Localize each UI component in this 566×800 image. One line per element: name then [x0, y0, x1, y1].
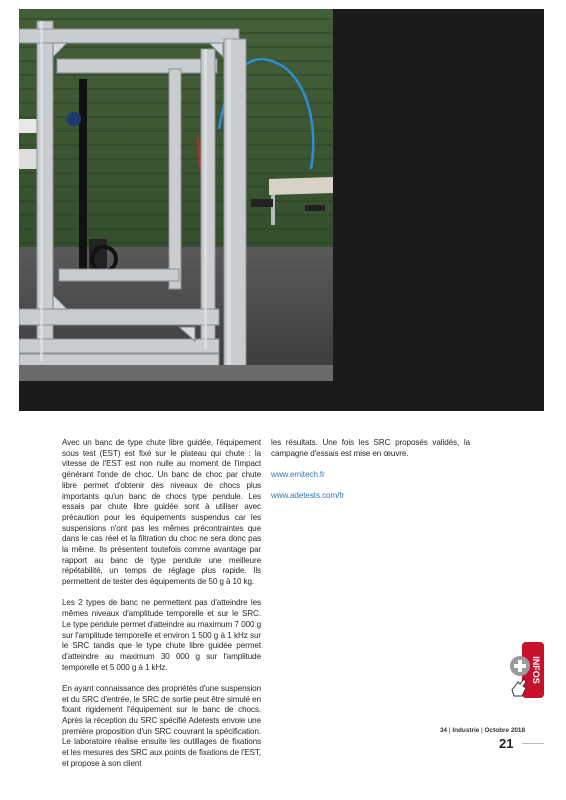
infos-tab[interactable] — [508, 642, 544, 700]
test-bench-photo — [19, 9, 333, 381]
page-number-rule — [522, 743, 544, 744]
issue-date: Octobre 2018 — [484, 727, 526, 734]
article-paragraph: Avec un banc de type chute libre guidée, l'équipement sous test (EST) est fixé sur le plateau qui chute : la vitesse de l'EST est non nulle au moment de l'impact générant l'onde de choc. Un banc de choc par chute libre permet d'obtenir des niveaux de chocs plus importants qu'un banc de chocs type pendule. Les essais par chute libre guidée sont à utiliser avec précaution pour les équipements suspendus car les suspensions n'ont pas les mêmes précontraintes que dans le cas réel et la filtration du choc ne sera donc pas la même. Ils présentent toutefois comme avantage par rapport au banc de type pendule une meilleure répétabilité, un temps de réglage plus rapide. Ils permettent de tester des équipements de 50 g à 10 kg. — [62, 438, 261, 587]
photo-block — [19, 9, 544, 411]
article-paragraph: Les 2 types de banc ne permettent pas d'atteindre les mêmes niveaux d'amplitude temporelle et sur le SRC. Le type pendule permet d'atteindre au maximum 7 000 g sur l'amplitude temporelle et environ 1 500 g à 1 kHz sur le SRC tandis que le type chute libre guidée permet d'atteindre au maximum 30 000 g sur l'amplitude temporelle et 5 000 g à 1 kHz. — [62, 598, 261, 672]
article-column-2 — [271, 438, 470, 513]
article-paragraph: les résultats. Une fois les SRC proposés validés, la campagne d'essais est mise en œuvre. — [271, 438, 470, 458]
infos-label: INFOS — [531, 656, 541, 684]
article-paragraph: En ayant connaissance des propriétés d'une suspension et du SRC d'entrée, le SRC de sortie peut être simulé en fixant rigidement l'équipement sur le banc de chocs. Après la réception du SRC spécifié Adetests envoie une première proposition d'un SRC couvrant la spécification. Le laboratoire réalise ensuite les outillages de fixations et les mesures des SRC aux points de fixations de l'EST, et propose à son client — [62, 683, 261, 768]
emitech-link[interactable]: www.emitech.fr — [271, 470, 325, 479]
adetests-link[interactable]: www.adetests.com/fr — [271, 491, 345, 501]
article-column-1 — [62, 438, 261, 780]
issue-number: 34 — [440, 727, 448, 734]
footer-separator: | — [447, 727, 453, 734]
page-number: 21 — [499, 736, 514, 751]
plus-icon — [510, 656, 530, 676]
footer-info — [440, 727, 525, 734]
footer-separator: | — [479, 727, 485, 734]
magazine-name: Industrie — [452, 727, 480, 734]
